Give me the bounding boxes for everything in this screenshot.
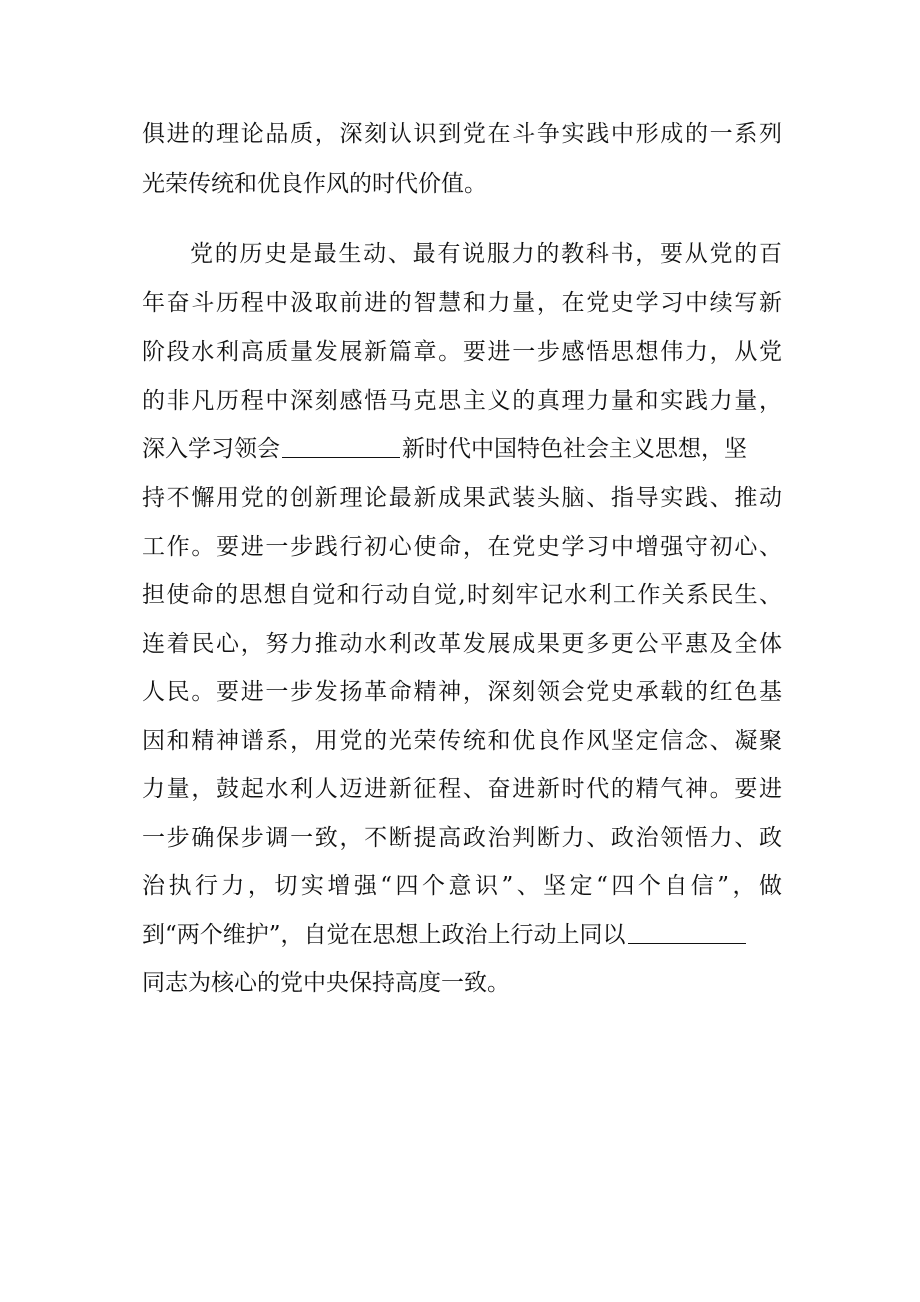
line-5-start: 深入学习领会 [142,436,280,462]
paragraph-2-line-14: 治执行力，切实增强“四个意识”、坚定“四个自信”，做 [142,873,782,899]
paragraph-2-line-1: 党的历史是最生动、最有说服力的教科书，要从党的百 [190,241,782,267]
paragraph-2-line-2: 年奋斗历程中汲取前进的智慧和力量，在党史学习中续写新 [142,290,782,316]
paragraph-2-line-3: 阶段水利高质量发展新篇章。要进一步感悟思想伟力，从党 [142,339,782,365]
paragraph-2-line-15 [142,920,782,950]
paragraph-2-line-11: 因和精神谱系，用党的光荣传统和优良作风坚定信念、凝聚 [142,728,782,754]
paragraph-2-line-10: 人民。要进一步发扬革命精神，深刻领会党史承载的红色基 [142,679,782,705]
fill-in-blank-2 [628,921,746,944]
paragraph-2-line-12: 力量，鼓起水利人迈进新征程、奋进新时代的精气神。要进 [142,776,782,802]
paragraph-2-line-5 [142,434,782,464]
paragraph-2-line-9: 连着民心，努力推动水利改革发展成果更多更公平惠及全体 [142,631,782,657]
line-5-end: 新时代中国特色社会主义思想，坚 [402,436,747,462]
paragraph-2-line-7: 工作。要进一步践行初心使命，在党史学习中增强守初心、 [142,534,782,560]
paragraph-1-line-1: 俱进的理论品质，深刻认识到党在斗争实践中形成的一系列 [142,121,782,147]
paragraph-2-line-16: 同志为核心的党中央保持高度一致。 [142,970,510,996]
paragraph-1-line-2: 光荣传统和优良作风的时代价值。 [142,171,487,197]
fill-in-blank [282,435,400,458]
paragraph-2-line-8: 担使命的思想自觉和行动自觉,时刻牢记水利工作关系民生、 [142,582,782,608]
line-15-start: 到“两个维护”，自觉在思想上政治上行动上同以 [142,922,626,948]
paragraph-2-line-13: 一步确保步调一致，不断提高政治判断力、政治领悟力、政 [142,825,782,851]
paragraph-2-line-4: 的非凡历程中深刻感悟马克思主义的真理力量和实践力量， [142,388,782,414]
paragraph-2-line-6: 持不懈用党的创新理论最新成果武装头脑、指导实践、推动 [142,485,782,511]
